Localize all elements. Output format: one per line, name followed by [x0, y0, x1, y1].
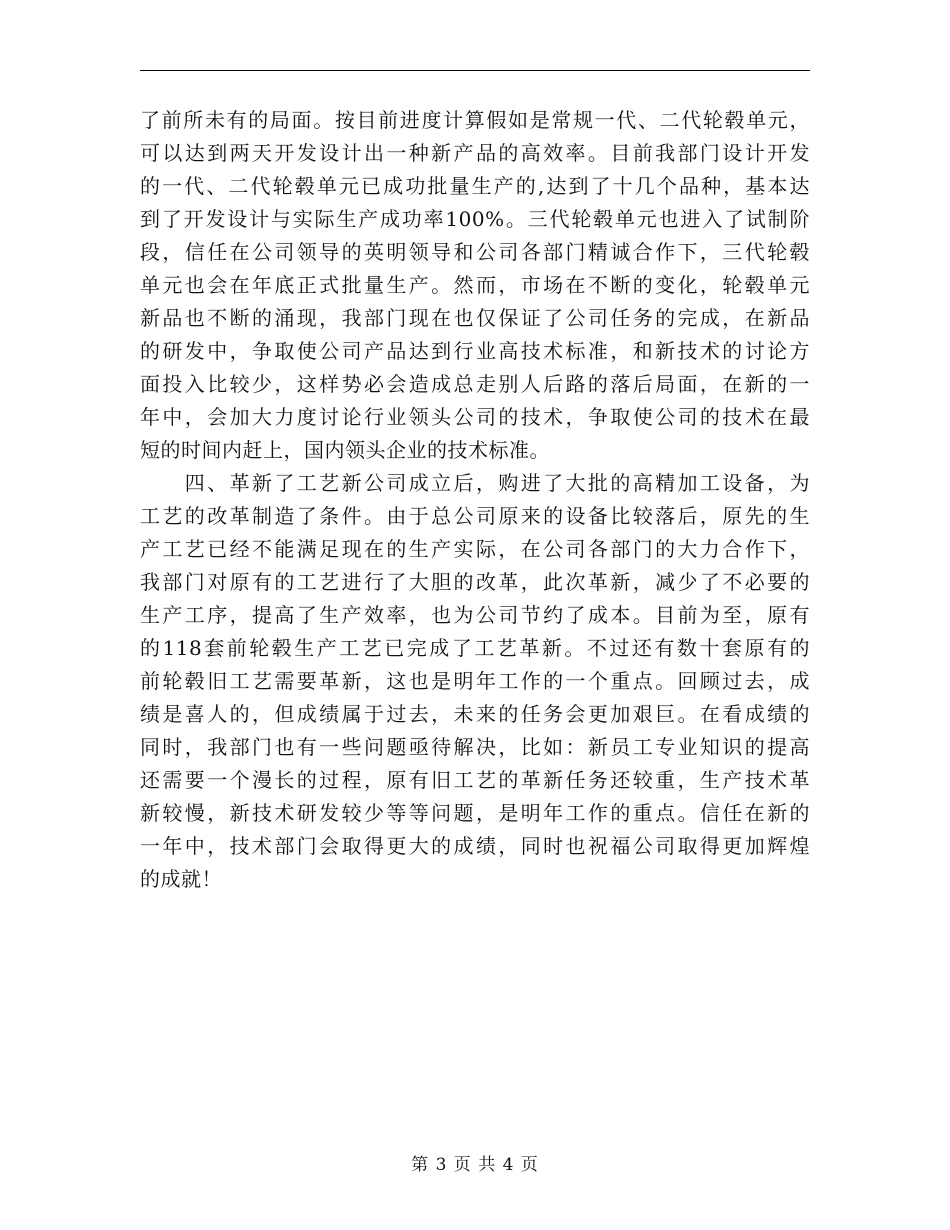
text-line: 的成就！ — [140, 867, 222, 891]
text-line: 新品也不断的涌现，我部门现在也仅保证了公司任务的完成，在新品 — [140, 306, 810, 330]
text-line: 四、革新了工艺新公司成立后，购进了大批的高精加工设备，为 — [140, 471, 810, 495]
header-rule — [140, 70, 810, 71]
text-line: 产工艺已经不能满足现在的生产实际，在公司各部门的大力合作下， — [140, 537, 810, 561]
text-line: 年中，会加大力度讨论行业领头公司的技术，争取使公司的技术在最 — [140, 405, 810, 429]
text-line: 还需要一个漫长的过程，原有旧工艺的革新任务还较重，生产技术革 — [140, 768, 810, 792]
text-line: 工艺的改革制造了条件。由于总公司原来的设备比较落后，原先的生 — [140, 504, 810, 528]
text-line: 一年中，技术部门会取得更大的成绩，同时也祝福公司取得更加辉煌 — [140, 834, 810, 858]
text-line: 短的时间内赶上，国内领头企业的技术标准。 — [140, 438, 550, 462]
text-line: 的118套前轮毂生产工艺已完成了工艺革新。不过还有数十套原有的 — [140, 636, 810, 660]
text-line: 了前所未有的局面。按目前进度计算假如是常规一代、二代轮毂单元， — [140, 108, 810, 132]
text-line: 可以达到两天开发设计出一种新产品的高效率。目前我部门设计开发 — [140, 141, 810, 165]
text-line: 前轮毂旧工艺需要革新，这也是明年工作的一个重点。回顾过去，成 — [140, 669, 810, 693]
text-line: 面投入比较少，这样势必会造成总走别人后路的落后局面，在新的一 — [140, 372, 810, 396]
page-number-footer: 第 3 页 共 4 页 — [411, 1155, 539, 1175]
text-line: 同时，我部门也有一些问题亟待解决，比如：新员工专业知识的提高 — [140, 735, 810, 759]
text-line: 段，信任在公司领导的英明领导和公司各部门精诚合作下，三代轮毂 — [140, 240, 810, 264]
text-line: 绩是喜人的，但成绩属于过去，未来的任务会更加艰巨。在看成绩的 — [140, 702, 810, 726]
body-text — [140, 104, 810, 896]
paragraph-2 — [140, 467, 810, 896]
paragraph-1 — [140, 104, 810, 467]
text-line: 我部门对原有的工艺进行了大胆的改革，此次革新，减少了不必要的 — [140, 570, 810, 594]
text-line: 单元也会在年底正式批量生产。然而，市场在不断的变化，轮毂单元 — [140, 273, 810, 297]
text-line: 新较慢，新技术研发较少等等问题，是明年工作的重点。信任在新的 — [140, 801, 810, 825]
text-line: 到了开发设计与实际生产成功率100%。三代轮毂单元也进入了试制阶 — [140, 207, 810, 231]
text-line: 的一代、二代轮毂单元已成功批量生产的,达到了十几个品种，基本达 — [140, 174, 810, 198]
text-line: 的研发中，争取使公司产品达到行业高技术标准，和新技术的讨论方 — [140, 339, 810, 363]
text-line: 生产工序，提高了生产效率，也为公司节约了成本。目前为至，原有 — [140, 603, 810, 627]
